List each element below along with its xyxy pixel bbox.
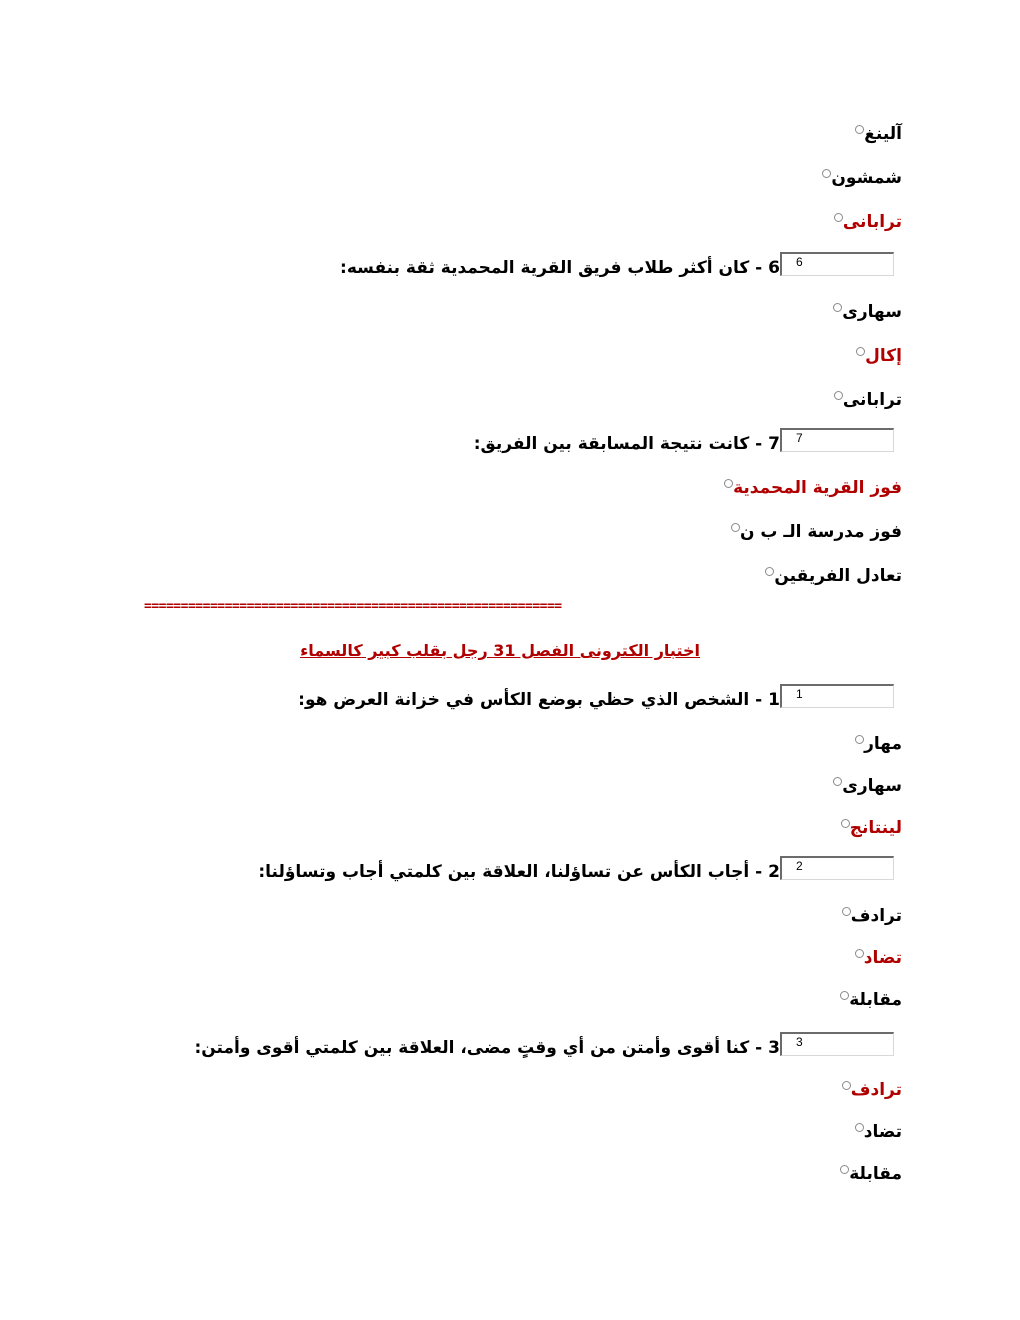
answer-input[interactable]: 6 (780, 252, 894, 276)
radio-button[interactable] (841, 819, 850, 828)
question-row (194, 1032, 902, 1064)
option-row[interactable] (854, 1116, 902, 1148)
option-label-correct: لينتانج (849, 818, 902, 838)
option-label: سهارى (842, 776, 902, 796)
radio-button[interactable] (765, 567, 774, 576)
radio-button[interactable] (855, 1123, 864, 1132)
quiz-title: اختبار الكترونى الفصل 31 رجل بقلب كبير كالسماء (300, 641, 700, 660)
option-label-correct: ترابانى (842, 212, 902, 232)
question-row (474, 428, 902, 460)
radio-button[interactable] (840, 1165, 849, 1174)
option-row[interactable] (839, 1158, 902, 1190)
question-text: 3 - كنا أقوى وأمتن من أي وقتٍ مضى، العلاقة بين كلمتي أقوى وأمتن: (194, 1038, 780, 1058)
option-label: شمشون (831, 168, 902, 188)
option-row[interactable] (833, 384, 902, 416)
option-row[interactable] (855, 340, 902, 372)
question-text: 7 - كانت نتيجة المسابقة بين الفريق: (473, 434, 780, 454)
option-label: فوز مدرسة الـ ب ن (739, 522, 902, 542)
radio-button[interactable] (833, 777, 842, 786)
option-label: سهارى (842, 302, 902, 322)
option-row[interactable] (854, 942, 902, 974)
option-label: ترابانى (842, 390, 902, 410)
option-row[interactable] (730, 516, 902, 548)
radio-button[interactable] (855, 125, 864, 134)
radio-button[interactable] (833, 303, 842, 312)
question-text: 2 - أجاب الكأس عن تساؤلنا، العلاقة بين كلمتي أجاب وتساؤلنا: (258, 862, 780, 882)
option-row[interactable] (832, 296, 902, 328)
answer-input[interactable]: 3 (780, 1032, 894, 1056)
option-row[interactable] (764, 560, 902, 592)
option-row[interactable] (832, 770, 902, 802)
radio-button[interactable] (840, 991, 849, 1000)
option-row[interactable] (841, 1074, 902, 1106)
question-row (340, 252, 902, 284)
option-label: آلينغ (864, 124, 902, 144)
radio-button[interactable] (842, 907, 851, 916)
option-row[interactable] (821, 162, 902, 194)
radio-button[interactable] (855, 735, 864, 744)
option-label: مقابلة (849, 990, 902, 1010)
radio-button[interactable] (834, 391, 843, 400)
question-text: 1 - الشخص الذي حظي بوضع الكأس في خزانة العرض هو: (298, 690, 780, 710)
question-text: 6 - كان أكثر طلاب فريق القرية المحمدية ثقة بنفسه: (340, 258, 780, 278)
radio-button[interactable] (856, 347, 865, 356)
option-row[interactable] (854, 728, 902, 760)
option-row[interactable] (840, 812, 902, 844)
option-label-correct: ترادف (850, 1080, 902, 1100)
answer-input[interactable]: 2 (780, 856, 894, 880)
option-row[interactable] (723, 472, 902, 504)
option-row[interactable] (841, 900, 902, 932)
option-label-correct: إكال (865, 346, 902, 366)
radio-button[interactable] (834, 213, 843, 222)
option-label: مهار (864, 734, 902, 754)
option-label: مقابلة (849, 1164, 902, 1184)
option-row[interactable] (854, 118, 902, 150)
question-row (298, 684, 902, 716)
option-label: تضاد (863, 1122, 902, 1142)
option-label-correct: تضاد (863, 948, 902, 968)
radio-button[interactable] (855, 949, 864, 958)
answer-input[interactable]: 7 (780, 428, 894, 452)
radio-button[interactable] (842, 1081, 851, 1090)
option-label: ترادف (850, 906, 902, 926)
answer-input[interactable]: 1 (780, 684, 894, 708)
radio-button[interactable] (724, 479, 733, 488)
radio-button[interactable] (731, 523, 740, 532)
question-row (258, 856, 902, 888)
radio-button[interactable] (822, 169, 831, 178)
option-label: تعادل الفريقين (774, 566, 902, 586)
option-label-correct: فوز القرية المحمدية (733, 478, 902, 498)
option-row[interactable] (839, 984, 902, 1016)
option-row[interactable] (833, 206, 902, 238)
section-separator: ========================================================= (144, 599, 562, 614)
